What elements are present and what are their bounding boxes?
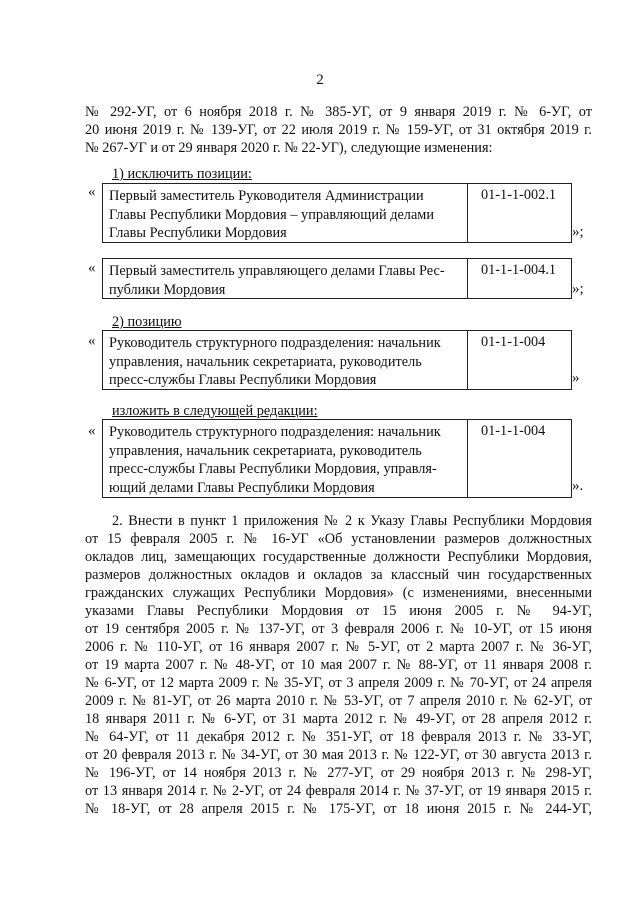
position-box (102, 330, 572, 390)
paragraph-line: от 13 января 2014 г. № 2-УГ, от 24 февраля 2014 г. № 37-УГ, от 19 января 2015 г. (85, 783, 592, 799)
position-title-line: Главы Республики Мордовия (109, 225, 287, 242)
subitem-position: 2) позицию (112, 314, 182, 330)
paragraph-line: № 196-УГ, от 14 ноября 2013 г. № 277-УГ, от 29 ноября 2013 г. № 298-УГ, (85, 765, 592, 781)
intro-line: № 267-УГ и от 29 января 2020 г. № 22-УГ), следующие изменения: (85, 140, 493, 156)
paragraph-line: от 15 февраля 2005 г. № 16-УГ «Об установлении размеров должностных (85, 531, 592, 547)
paragraph-line: окладов лиц, замещающих государственные должности Республики Мордовия, (85, 549, 592, 565)
position-box (102, 258, 572, 299)
close-quote: »; (572, 224, 584, 240)
paragraph-line: 18 января 2011 г. № 6-УГ, от 31 марта 2012 г. № 49-УГ, от 28 апреля 2012 г. (85, 711, 592, 727)
paragraph-line: размеров должностных окладов и окладов за классный чин государственных (85, 567, 592, 583)
close-quote: » (572, 370, 580, 386)
open-quote: « (88, 333, 96, 349)
paragraph-line: № 6-УГ, от 12 марта 2009 г. № 35-УГ, от 3 апреля 2009 г. № 70-УГ, от 24 апреля (85, 675, 592, 691)
open-quote: « (88, 423, 96, 439)
position-box (102, 183, 572, 243)
open-quote: « (88, 184, 96, 200)
position-box (102, 419, 572, 498)
position-title-cell (103, 420, 468, 497)
position-code: 01-1-1-004.1 (481, 262, 557, 278)
position-title-line: пресс-службы Главы Республики Мордовия, управля- (109, 461, 437, 478)
position-title-cell (103, 331, 468, 389)
position-title-line: управления, начальник секретариата, руководитель (109, 353, 422, 370)
paragraph-line: от 19 марта 2007 г. № 48-УГ, от 10 мая 2007 г. № 88-УГ, от 11 января 2008 г. (85, 657, 592, 673)
paragraph-line: 2. Внести в пункт 1 приложения № 2 к Указу Главы Республики Мордовия (112, 513, 592, 529)
paragraph-line: 2006 г. № 110-УГ, от 16 января 2007 г. № 5-УГ, от 2 марта 2007 г. № 36-УГ, (85, 639, 592, 655)
paragraph-line: № 64-УГ, от 11 декабря 2012 г. № 351-УГ, от 18 февраля 2013 г. № 33-УГ, (85, 729, 592, 745)
position-title-line: Главы Республики Мордовия – управляющий делами (109, 206, 434, 223)
subitem-new-wording: изложить в следующей редакции: (112, 403, 318, 419)
intro-line: 20 июня 2019 г. № 139-УГ, от 22 июля 2019 г. № 159-УГ, от 31 октября 2019 г. (85, 122, 592, 138)
close-quote: »; (572, 281, 584, 297)
position-title-line: ющий делами Главы Республики Мордовия (109, 479, 375, 496)
position-title-line: Первый заместитель Руководителя Администрации (109, 188, 424, 204)
position-title-cell (103, 184, 468, 242)
position-title-line: публики Мордовия (109, 281, 226, 298)
subitem-exclude-positions: 1) исключить позиции: (112, 166, 252, 182)
position-title (109, 262, 445, 299)
position-title-line: Руководитель структурного подразделения: начальник (109, 335, 441, 351)
intro-line: № 292-УГ, от 6 ноября 2018 г. № 385-УГ, от 9 января 2019 г. № 6-УГ, от (85, 104, 592, 120)
position-title-line: Руководитель структурного подразделения: начальник (109, 424, 441, 440)
paragraph-line: № 18-УГ, от 28 апреля 2015 г. № 175-УГ, от 18 июня 2015 г. № 244-УГ, (85, 801, 592, 817)
paragraph-line: от 19 сентября 2005 г. № 137-УГ, от 3 февраля 2006 г. № 10-УГ, от 15 июня (85, 621, 592, 637)
page-number: 2 (316, 72, 324, 88)
paragraph-line: 2009 г. № 81-УГ, от 26 марта 2010 г. № 53-УГ, от 7 апреля 2010 г. № 62-УГ, от (85, 693, 592, 709)
open-quote: « (88, 260, 96, 276)
position-title-cell (103, 259, 468, 298)
position-title-line: управления, начальник секретариата, руководитель (109, 442, 422, 459)
position-title-line: Первый заместитель управляющего делами Главы Рес- (109, 263, 445, 279)
position-title (109, 334, 441, 390)
position-title (109, 187, 434, 243)
position-code: 01-1-1-002.1 (481, 187, 557, 203)
close-quote: ». (572, 478, 584, 494)
paragraph-line: гражданских служащих Республики Мордовия» (с изменениями, внесенными (85, 585, 592, 601)
position-title-line: пресс-службы Главы Республики Мордовия (109, 372, 377, 389)
position-code: 01-1-1-004 (481, 423, 546, 439)
position-title (109, 423, 441, 497)
paragraph-line: от 20 февраля 2013 г. № 34-УГ, от 30 мая 2013 г. № 122-УГ, от 30 августа 2013 г. (85, 747, 592, 763)
paragraph-line: указами Главы Республики Мордовия от 15 июня 2005 г. № 94-УГ, (85, 603, 592, 619)
position-code: 01-1-1-004 (481, 334, 546, 350)
